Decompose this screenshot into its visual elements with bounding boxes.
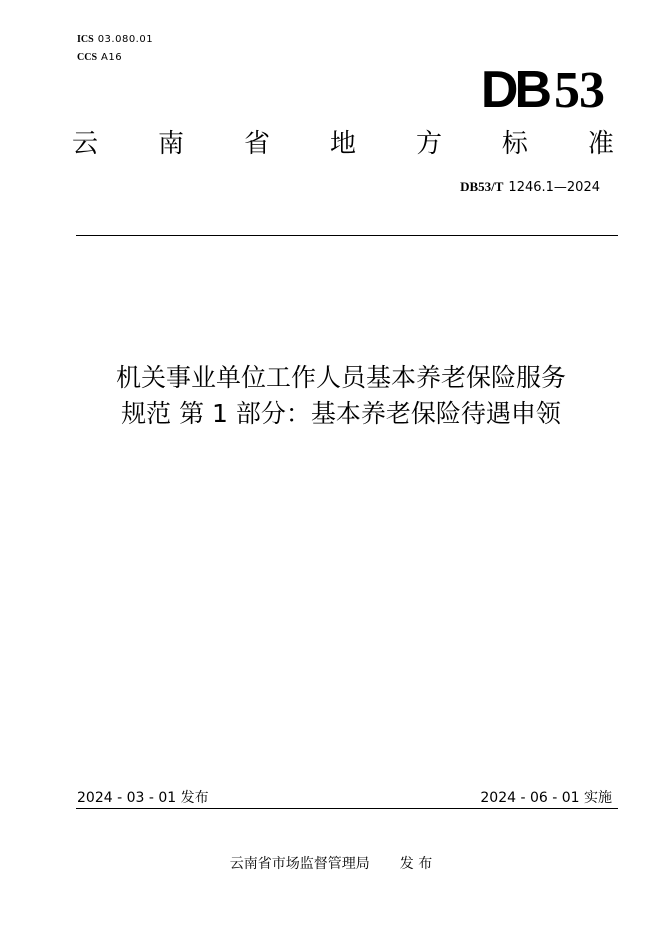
title-line-1: 机关事业单位工作人员基本养老保险服务 xyxy=(115,363,566,392)
standard-type-char: 省 xyxy=(243,129,270,159)
ics-label: ICS xyxy=(77,34,94,45)
standard-number xyxy=(460,178,600,197)
ccs-code: A16 xyxy=(101,52,123,63)
top-divider xyxy=(76,235,618,236)
standard-type xyxy=(72,124,614,164)
logo-db: DB xyxy=(480,61,548,119)
standard-type-char: 南 xyxy=(157,129,184,159)
ics-line xyxy=(77,33,153,47)
db53-logo xyxy=(481,62,604,119)
publish-date: 2024 - 03 - 01 发布 xyxy=(77,790,209,806)
issuer-org: 云南省市场监督管理局 xyxy=(229,856,370,872)
ics-code: 03.080.01 xyxy=(97,34,154,45)
ccs-label: CCS xyxy=(77,52,98,63)
standard-type-char: 方 xyxy=(415,129,442,159)
implement-date: 2024 - 06 - 01 实施 xyxy=(480,790,612,806)
logo-number: 53 xyxy=(554,62,604,119)
standard-number-value: 1246.1—2024 xyxy=(508,180,600,195)
issuer xyxy=(0,854,662,874)
standard-type-char: 云 xyxy=(72,129,99,159)
standard-number-prefix: DB53/T xyxy=(460,179,504,194)
title-line-2: 规范 第 1 部分：基本养老保险待遇申领 xyxy=(121,399,561,428)
standard-type-char: 标 xyxy=(501,129,528,159)
issuer-action: 发 布 xyxy=(399,856,433,872)
ccs-line xyxy=(77,51,122,65)
standard-type-char: 地 xyxy=(329,129,356,159)
bottom-divider xyxy=(76,808,618,809)
document-title xyxy=(60,360,622,432)
standard-type-char: 准 xyxy=(587,129,614,159)
